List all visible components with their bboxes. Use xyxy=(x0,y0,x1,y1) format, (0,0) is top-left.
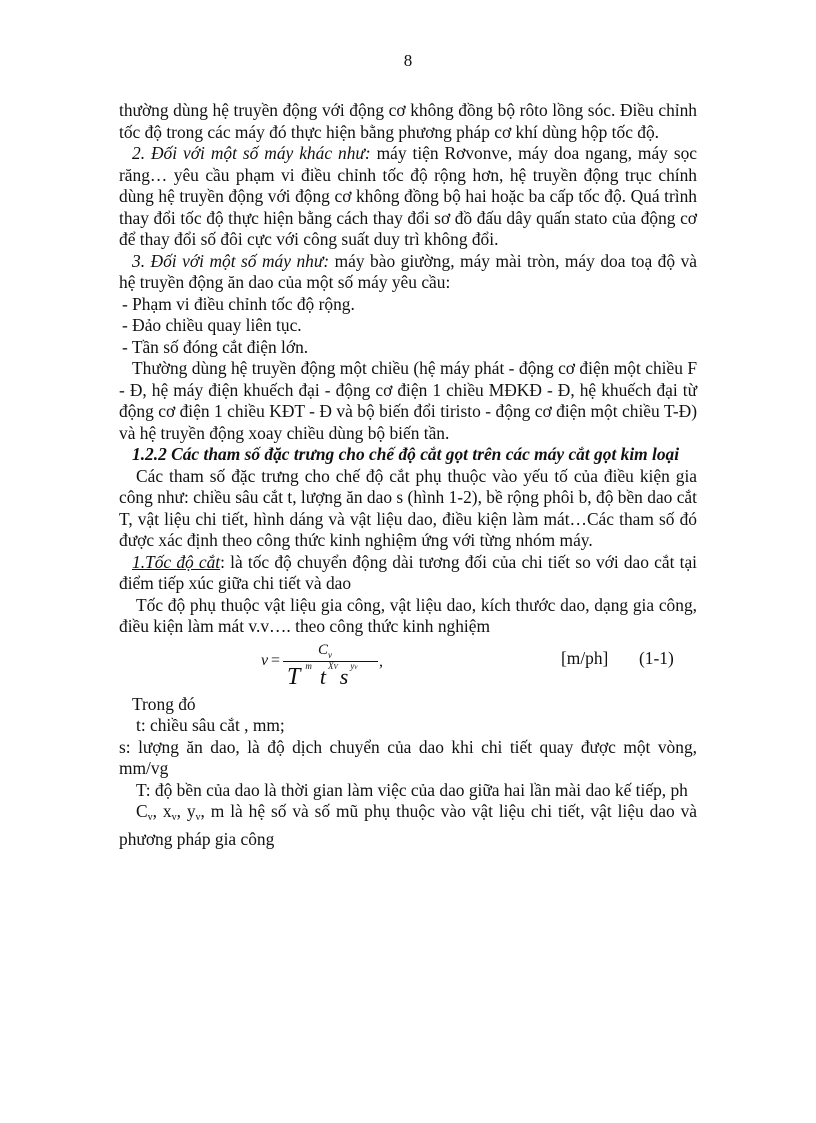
paragraph-speed-depends: Tốc độ phụ thuộc vật liệu gia công, vật liệu dao, kích thước dao, dạng gia công, điều kiện làm mát v.v…. theo công thức kinh nghiệm xyxy=(119,594,697,636)
formula-unit: [m/ph] xyxy=(561,647,609,668)
paragraph-dc-drive: Thường dùng hệ truyền động một chiều (hệ máy phát - động cơ điện một chiều F - Đ, hệ máy điện khuếch đại - động cơ điện 1 chiều MĐKĐ - Đ, hệ khuếch đại từ động cơ điện 1 chiều KĐT - Đ và bộ biến đổi tiristo - động cơ điện một chiều T-Đ) và hệ truyền động xoay chiều dùng bộ biến tần. xyxy=(119,358,697,443)
paragraph-item-3 xyxy=(119,251,697,294)
formula-lhs: v xyxy=(261,651,269,669)
page-number: 8 xyxy=(403,51,413,70)
paragraph-cutting-speed xyxy=(119,552,697,595)
page-body xyxy=(119,100,697,850)
definition-s: s: lượng ăn dao, là độ dịch chuyển của dao khi chi tiết quay được một vòng, mm/vg xyxy=(119,736,697,778)
formula-number: (1-1) xyxy=(639,647,674,668)
formula-expression xyxy=(261,640,501,692)
definition-coefficients: $C_v$, $x_v$, $y_v$, m là hệ số và số mũ phụ thuộc vào vật liệu chi tiết, vật liệu dao và phương pháp gia công xyxy=(119,801,698,849)
cutting-speed-lead: 1.Tốc độ cắt xyxy=(132,551,221,572)
formula-comma: , xyxy=(379,652,383,670)
formula-numerator: $C_v$ xyxy=(318,641,333,660)
paragraph-intro: thường dùng hệ truyền động với động cơ không đồng bộ rôto lồng sóc. Điều chỉnh tốc độ trong các máy đó thực hiện bằng phương pháp cơ khí dùng hộp tốc độ. xyxy=(119,100,697,142)
item-2-text: máy tiện Rơvonve, máy doa ngang, máy sọc răng… yêu cầu phạm vi điều chỉnh tốc độ rộng hơn, hệ truyền động trục chính dùng hệ truyền động với động cơ không đồng bộ hai hoặc ba cấp tốc độ. Quá trình thay đổi tốc độ thực hiện bằng cách thay đổi sơ đồ đấu dây quấn stato của động cơ để thay đổi số đôi cực với công suất duy trì không đổi. xyxy=(119,143,697,249)
item-3-text: máy bào giường, máy mài tròn, máy doa toạ độ và hệ truyền động ăn dao của một số máy yêu cầu: xyxy=(119,250,697,292)
definition-T: T: độ bền của dao là thời gian làm việc của dao giữa hai lần mài dao kế tiếp, ph xyxy=(136,779,688,800)
formula-1-1 xyxy=(119,638,697,694)
dash-item-frequency: - Tần số đóng cắt điện lớn. xyxy=(122,336,309,357)
section-heading: 1.2.2 Các tham số đặc trưng cho chế độ cắt gọt trên các máy cắt gọt kim loại xyxy=(132,444,680,464)
dash-item-reverse: - Đảo chiều quay liên tục. xyxy=(122,315,302,335)
dash-item-range: - Phạm vi điều chỉnh tốc độ rộng. xyxy=(122,293,355,314)
formula-denominator: T $^m$ t $^{XV}$s $^{yv}$ xyxy=(287,660,358,690)
formula-equals: = xyxy=(271,651,281,669)
paragraph-parameters: Các tham số đặc trưng cho chế độ cắt phụ thuộc vào yếu tố của điều kiện gia công như: chiều sâu cắt t, lượng ăn dao s (hình 1-2), bề rộng phôi b, độ bền dao cắt T, vật liệu chi tiết, hình dáng và vật liệu dao, điều kiện làm mát…Các tham số đó được xác định theo công thức kinh nghiệm ứng với từng nhóm máy. xyxy=(119,465,697,550)
item-3-lead: 3. Đối với một số máy như: xyxy=(132,250,330,271)
cutting-speed-text: : là tốc độ chuyển động dài tương đối của chi tiết so với dao cắt tại điểm tiếp xúc giữa chi tiết và dao xyxy=(119,551,697,593)
paragraph-item-2 xyxy=(119,143,697,251)
definition-t: t: chiều sâu cắt , mm; xyxy=(136,715,285,735)
paragraph-where: Trong đó xyxy=(132,693,196,714)
item-2-lead: 2. Đối với một số máy khác như: xyxy=(132,143,371,163)
